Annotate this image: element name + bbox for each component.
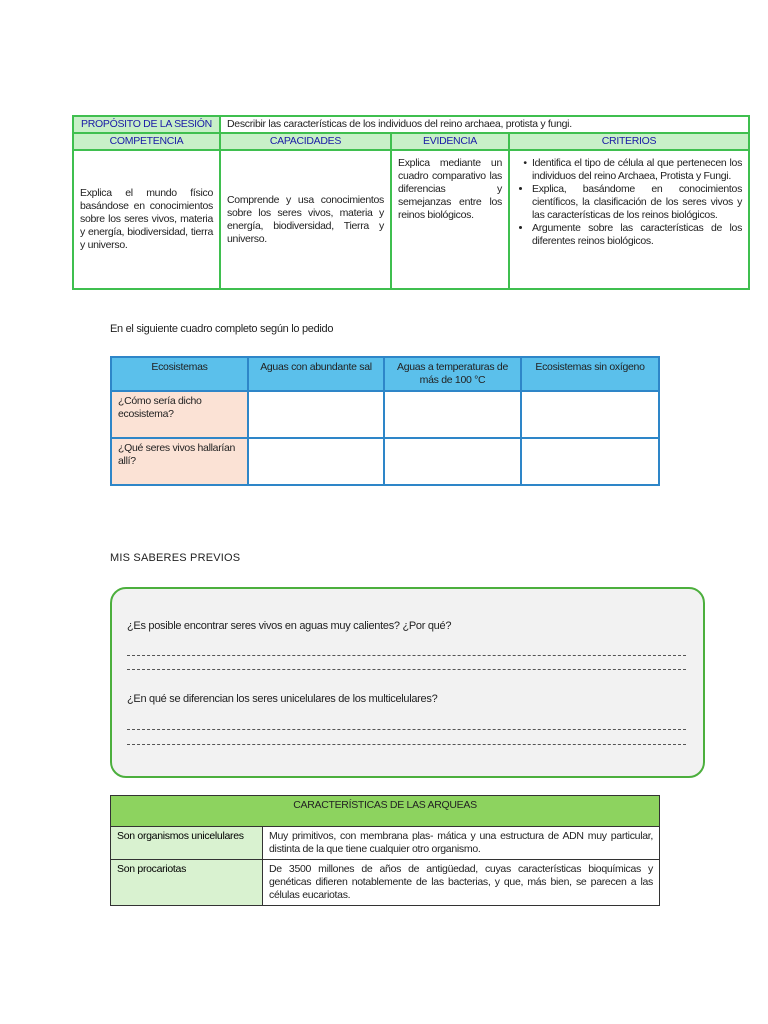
eco-header-sin-oxigeno: Ecosistemas sin oxígeno (521, 357, 659, 391)
ecosystems-table (110, 356, 660, 486)
saberes-box (110, 587, 705, 778)
arqueas-row-text: Muy primitivos, con membrana plas- mática y una estructura de ADN muy particular, distinta de la que tiene cualquier otro organismo. (263, 827, 660, 860)
competencia-text: Explica el mundo físico basándose en conocimientos sobre los seres vivos, materia y energía, biodiversidad, tierra y universo. (73, 150, 220, 289)
header-capacidades: CAPACIDADES (220, 133, 391, 150)
criterios-list (516, 157, 742, 248)
question-1: ¿Es posible encontrar seres vivos en aguas muy calientes? ¿Por qué? (127, 620, 452, 632)
answer-line[interactable] (127, 669, 686, 670)
answer-line[interactable] (127, 655, 686, 656)
instruction-text: En el siguiente cuadro completo según lo pedido (110, 323, 334, 335)
answer-cell[interactable] (521, 438, 659, 485)
arqueas-row-label: Son organismos unicelulares (111, 827, 263, 860)
criterios-cell (509, 150, 749, 289)
eco-header-temperatura: Aguas a temperaturas de más de 100 °C (384, 357, 521, 391)
answer-cell[interactable] (521, 391, 659, 438)
answer-cell[interactable] (384, 391, 521, 438)
header-evidencia: EVIDENCIA (391, 133, 509, 150)
eco-question: ¿Cómo sería dicho ecosistema? (111, 391, 248, 438)
answer-cell[interactable] (248, 391, 384, 438)
arqueas-table (110, 795, 660, 906)
proposito-text: Describir las características de los individuos del reino archaea, protista y fungi. (220, 116, 749, 133)
criterio-item: • Explica, basándome en conocimientos científicos, la clasificación de los seres vivos y las características de los reinos biológicos. (532, 183, 742, 222)
eco-header-sal: Aguas con abundante sal (248, 357, 384, 391)
answer-line[interactable] (127, 744, 686, 745)
header-competencia: COMPETENCIA (73, 133, 220, 150)
criterio-item: • Argumente sobre las características de los diferentes reinos biológicos. (532, 222, 742, 248)
evidencia-text: Explica mediante un cuadro comparativo las diferencias y semejanzas entre los reinos biológicos. (391, 150, 509, 289)
question-2: ¿En qué se diferencian los seres unicelulares de los multicelulares? (127, 693, 438, 705)
eco-question: ¿Qué seres vivos hallarían allí? (111, 438, 248, 485)
arqueas-title: CARACTERÍSTICAS DE LAS ARQUEAS (111, 796, 660, 827)
eco-header-ecosistemas: Ecosistemas (111, 357, 248, 391)
capacidades-text: Comprende y usa conocimientos sobre los seres vivos, materia y energía, biodiversidad, Tierra y universo. (220, 150, 391, 289)
proposito-label: PROPÓSITO DE LA SESIÓN (73, 116, 220, 133)
saberes-title: MIS SABERES PREVIOS (110, 552, 241, 564)
arqueas-row-label: Son procariotas (111, 860, 263, 906)
answer-line[interactable] (127, 729, 686, 730)
session-table (72, 115, 750, 290)
arqueas-row-text: De 3500 millones de años de antigüedad, cuyas características bioquímicas y genéticas difieren notablemente de las bacterias, y que, más bien, se parecen a las células eucariotas. (263, 860, 660, 906)
header-criterios: CRITERIOS (509, 133, 749, 150)
answer-cell[interactable] (248, 438, 384, 485)
answer-cell[interactable] (384, 438, 521, 485)
criterio-item: • Identifica el tipo de célula al que pertenecen los individuos del reino Archaea, Protista y Fungi. (532, 157, 742, 183)
